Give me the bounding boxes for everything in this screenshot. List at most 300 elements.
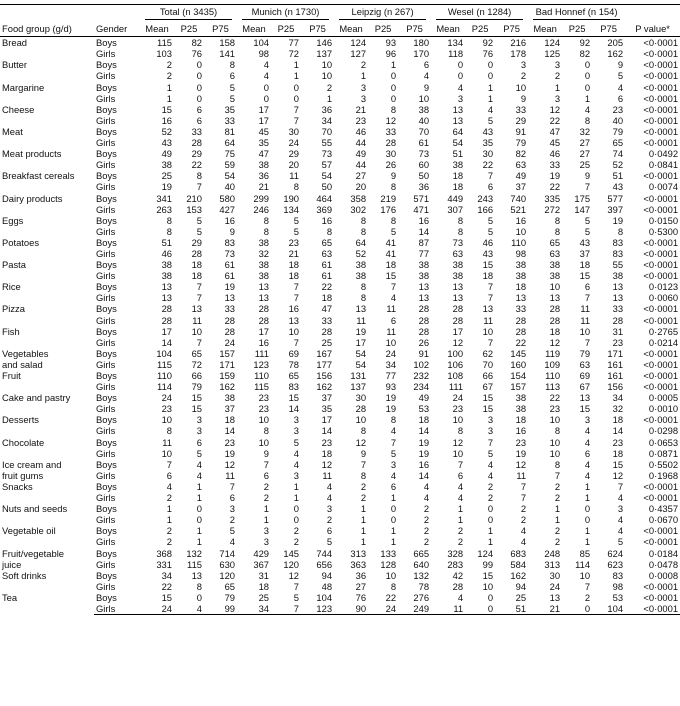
p-value-cell: 0·0005 xyxy=(648,392,679,404)
value-cell: 54 xyxy=(321,170,333,182)
value-cell: 59 xyxy=(224,159,236,171)
value-cell: 14 xyxy=(321,425,333,437)
gender-cell: Boys xyxy=(96,148,117,160)
food-group-cell: Meat products xyxy=(2,148,62,160)
value-cell: 55 xyxy=(612,259,624,271)
value-cell: 28 xyxy=(385,137,397,149)
value-cell: 180 xyxy=(413,37,430,49)
food-group-cell: Fish xyxy=(2,325,20,337)
value-cell: 40 xyxy=(418,114,430,126)
value-cell: 307 xyxy=(447,203,464,215)
value-cell: 8 xyxy=(360,281,367,293)
value-cell: 28 xyxy=(191,247,202,259)
value-cell: 19 xyxy=(515,447,527,459)
value-cell: 23 xyxy=(321,436,333,448)
value-cell: 73 xyxy=(224,247,236,259)
value-cell: 38 xyxy=(452,159,464,171)
value-cell: 137 xyxy=(316,48,333,60)
food-group-cell: Pizza xyxy=(2,303,25,315)
value-cell: 134 xyxy=(283,203,300,215)
value-cell: 147 xyxy=(574,203,591,215)
value-cell: 8 xyxy=(196,580,202,592)
value-cell: 79 xyxy=(579,347,591,359)
value-cell: 134 xyxy=(447,37,464,49)
value-cell: 5 xyxy=(229,525,236,537)
gender-cell: Boys xyxy=(96,103,117,115)
value-cell: 5 xyxy=(196,214,202,226)
value-cell: 2 xyxy=(554,525,561,537)
value-cell: 624 xyxy=(607,547,624,559)
value-cell: 577 xyxy=(607,192,624,204)
value-cell: 38 xyxy=(515,259,527,271)
value-cell: 43 xyxy=(482,125,494,137)
value-cell: 8 xyxy=(554,458,561,470)
value-cell: 16 xyxy=(258,336,270,348)
p-value-cell: 0·0008 xyxy=(648,569,679,581)
value-cell: 76 xyxy=(191,48,202,60)
value-cell: 69 xyxy=(579,370,591,381)
value-cell: 12 xyxy=(612,469,624,481)
value-cell: 2 xyxy=(423,536,430,548)
value-cell: 19 xyxy=(355,325,367,337)
value-cell: 100 xyxy=(447,347,464,359)
value-cell: 640 xyxy=(413,558,430,570)
p-value-cell: <0·0001 xyxy=(643,370,679,381)
gender-cell: Girls xyxy=(96,314,116,326)
gender-cell: Boys xyxy=(96,325,117,337)
table-row xyxy=(0,536,680,547)
value-cell: 28 xyxy=(161,303,172,315)
value-cell: 14 xyxy=(224,425,236,437)
value-cell: 132 xyxy=(413,569,430,581)
gender-cell: Girls xyxy=(96,558,116,570)
value-cell: 63 xyxy=(515,159,527,171)
value-cell: 249 xyxy=(398,603,431,615)
value-cell: 18 xyxy=(452,170,464,182)
value-cell: 7 xyxy=(196,292,202,304)
p-value-cell: <0·0001 xyxy=(643,381,679,393)
table-body xyxy=(0,37,680,615)
value-cell: 52 xyxy=(355,247,367,259)
value-cell: 22 xyxy=(321,281,333,293)
value-cell: 61 xyxy=(224,270,236,282)
food-group-cell: Dairy products xyxy=(2,192,63,204)
value-cell: 38 xyxy=(355,270,367,282)
value-cell: 90 xyxy=(334,603,368,615)
value-cell: 18 xyxy=(452,181,464,193)
value-cell: 61 xyxy=(321,270,333,282)
value-cell: 108 xyxy=(447,370,464,381)
value-cell: 7 xyxy=(584,292,591,304)
table-row xyxy=(0,392,680,403)
value-cell: 44 xyxy=(355,159,367,171)
food-group-cell: Vegetable oil xyxy=(2,525,56,537)
value-cell: 3 xyxy=(390,458,397,470)
value-cell: 1 xyxy=(584,492,591,504)
value-cell: 123 xyxy=(253,358,270,370)
gender-cell: Girls xyxy=(96,270,116,282)
value-cell: 156 xyxy=(607,381,624,393)
value-cell: 115 xyxy=(157,358,172,370)
value-cell: 27 xyxy=(355,170,367,182)
value-cell: 2 xyxy=(520,503,527,515)
value-cell: 5 xyxy=(293,214,300,226)
value-cell: 4 xyxy=(263,70,270,82)
value-cell: 11 xyxy=(192,314,202,326)
value-cell: 2 xyxy=(554,492,561,504)
value-cell: 5 xyxy=(293,436,300,448)
gender-cell: Boys xyxy=(96,214,117,226)
value-cell: 132 xyxy=(186,547,202,559)
value-cell: 92 xyxy=(482,37,494,49)
value-cell: 13 xyxy=(579,392,591,404)
value-cell: 45 xyxy=(549,137,561,149)
value-cell: 7 xyxy=(617,480,624,492)
table-row xyxy=(0,381,680,392)
stat-header: P75 xyxy=(204,22,237,37)
p-value-cell: <0·0001 xyxy=(643,48,679,60)
value-cell: 27 xyxy=(579,137,591,149)
value-cell: 83 xyxy=(612,569,624,581)
value-cell: 38 xyxy=(515,403,527,415)
value-cell: 11 xyxy=(289,170,300,182)
value-cell: 98 xyxy=(612,580,624,592)
value-cell: 3 xyxy=(326,503,333,515)
value-cell: 38 xyxy=(161,270,172,282)
value-cell: 8 xyxy=(360,225,367,237)
food-group-cell: Bread xyxy=(2,37,28,49)
value-cell: 2 xyxy=(423,525,430,537)
value-cell: 63 xyxy=(321,247,333,259)
value-cell: 5 xyxy=(487,214,494,226)
value-cell: 28 xyxy=(549,303,561,315)
value-cell: 16 xyxy=(515,214,527,226)
value-cell: 302 xyxy=(350,203,367,215)
value-cell: 8 xyxy=(360,469,367,481)
value-cell: 665 xyxy=(413,547,430,559)
p-value-cell: <0·0001 xyxy=(643,480,679,492)
value-cell: 13 xyxy=(515,292,527,304)
value-cell: 243 xyxy=(477,192,494,204)
value-cell: 73 xyxy=(321,148,333,160)
value-cell: 0 xyxy=(487,503,494,515)
value-cell: 0 xyxy=(584,81,591,93)
value-cell: 33 xyxy=(224,114,236,126)
value-cell: 11 xyxy=(431,603,465,615)
value-cell: 4 xyxy=(487,469,494,481)
value-cell: 23 xyxy=(258,403,270,415)
value-cell: 17 xyxy=(452,325,464,337)
table-row xyxy=(0,570,680,581)
gender-cell: Boys xyxy=(96,236,117,248)
value-cell: 8 xyxy=(360,425,367,437)
value-cell: 18 xyxy=(418,414,430,426)
value-cell: 26 xyxy=(418,336,430,348)
p-value-cell: 0·0478 xyxy=(648,558,679,570)
value-cell: 145 xyxy=(283,547,300,559)
value-cell: 12 xyxy=(385,114,397,126)
value-cell: 1 xyxy=(166,514,172,526)
value-cell: 29 xyxy=(191,236,202,248)
value-cell: 2 xyxy=(360,480,367,492)
value-cell: 19 xyxy=(612,214,624,226)
stat-header: Mean xyxy=(431,22,465,37)
value-cell: 16 xyxy=(161,114,172,126)
stat-header-row xyxy=(0,22,680,37)
value-cell: 19 xyxy=(385,392,397,404)
value-cell: 24 xyxy=(140,603,174,615)
value-cell: 6 xyxy=(423,59,430,71)
value-cell: 106 xyxy=(447,358,464,370)
value-cell: 0 xyxy=(487,591,494,603)
p-value-cell: 0·0214 xyxy=(648,336,679,348)
value-cell: 6 xyxy=(390,314,397,326)
value-cell: 8 xyxy=(293,181,300,193)
food-group-cell: Vegetables and salad xyxy=(2,347,49,370)
gender-cell: Boys xyxy=(96,436,117,448)
value-cell: 157 xyxy=(510,381,527,393)
value-cell: 2 xyxy=(326,81,333,93)
value-cell: 0 xyxy=(584,59,591,71)
food-group-cell: Rice xyxy=(2,281,21,293)
value-cell: 12 xyxy=(549,336,561,348)
value-cell: 464 xyxy=(316,192,333,204)
value-cell: 24 xyxy=(549,580,561,592)
value-cell: 3 xyxy=(584,414,591,426)
value-cell: 8 xyxy=(617,225,624,237)
value-cell: 75 xyxy=(224,148,236,160)
value-cell: 38 xyxy=(161,259,172,271)
value-cell: 11 xyxy=(516,469,527,481)
value-cell: 115 xyxy=(254,381,270,393)
gender-cell: Boys xyxy=(96,347,117,359)
food-group-cell: Potatoes xyxy=(2,236,40,248)
value-cell: 15 xyxy=(482,403,494,415)
value-cell: 714 xyxy=(219,547,236,559)
value-cell: 13 xyxy=(224,292,236,304)
p-value-cell: 0·0670 xyxy=(648,514,679,526)
value-cell: 171 xyxy=(607,347,624,359)
value-cell: 10 xyxy=(482,580,494,592)
value-cell: 23 xyxy=(452,403,464,415)
value-cell: 740 xyxy=(510,192,527,204)
value-cell: 158 xyxy=(219,37,236,49)
value-cell: 6 xyxy=(457,469,464,481)
value-cell: 3 xyxy=(520,59,527,71)
value-cell: 7 xyxy=(584,580,591,592)
value-cell: 246 xyxy=(253,203,270,215)
value-cell: 46 xyxy=(549,148,561,160)
value-cell: 4 xyxy=(196,469,202,481)
value-cell: 18 xyxy=(191,270,202,282)
table-row xyxy=(0,104,680,115)
p-value-cell: <0·0001 xyxy=(643,358,679,370)
value-cell: 48 xyxy=(321,580,333,592)
table-row xyxy=(0,503,680,514)
value-cell: 43 xyxy=(579,236,591,248)
value-cell: 1 xyxy=(293,492,300,504)
value-cell: 34 xyxy=(161,569,172,581)
value-cell: 10 xyxy=(258,436,270,448)
value-cell: 3 xyxy=(293,469,300,481)
value-cell: 9 xyxy=(263,447,270,459)
gender-cell: Girls xyxy=(96,358,116,370)
value-cell: 8 xyxy=(390,103,397,115)
value-cell: 2 xyxy=(166,536,172,548)
gender-cell: Girls xyxy=(96,92,116,104)
value-cell: 10 xyxy=(515,81,527,93)
value-cell: 4 xyxy=(520,525,527,537)
value-cell: 7 xyxy=(584,181,591,193)
value-cell: 54 xyxy=(224,170,236,182)
value-cell: 22 xyxy=(482,159,494,171)
table-row xyxy=(0,259,680,270)
value-cell: 0 xyxy=(487,59,494,71)
value-cell: 11 xyxy=(225,469,236,481)
value-cell: 5 xyxy=(229,81,236,93)
value-cell: 15 xyxy=(482,569,494,581)
table-row xyxy=(0,548,680,559)
value-cell: 51 xyxy=(161,236,172,248)
value-cell: 18 xyxy=(224,414,236,426)
value-cell: 32 xyxy=(612,403,624,415)
value-cell: 10 xyxy=(161,447,172,459)
value-cell: 15 xyxy=(385,270,397,282)
value-cell: 16 xyxy=(321,214,333,226)
value-cell: 2 xyxy=(166,525,172,537)
value-cell: 123 xyxy=(301,603,334,615)
p-value-cell: 0·5502 xyxy=(648,458,679,470)
value-cell: 8 xyxy=(584,114,591,126)
value-cell: 8 xyxy=(166,214,172,226)
value-cell: 38 xyxy=(418,103,430,115)
value-cell: 79 xyxy=(224,591,236,603)
value-cell: 36 xyxy=(418,181,430,193)
value-cell: 6 xyxy=(584,281,591,293)
value-cell: 37 xyxy=(321,392,333,404)
value-cell: 4 xyxy=(263,59,270,71)
value-cell: 1 xyxy=(360,514,367,526)
value-cell: 18 xyxy=(515,281,527,293)
value-cell: 7 xyxy=(390,281,397,293)
p-value-cell: <0·0001 xyxy=(643,37,679,49)
value-cell: 65 xyxy=(224,580,236,592)
value-cell: 38 xyxy=(161,159,172,171)
p-value-cell: <0·0001 xyxy=(643,70,679,82)
value-cell: 16 xyxy=(288,303,300,315)
gender-cell: Boys xyxy=(96,81,117,93)
table-row xyxy=(0,448,680,459)
value-cell: 1 xyxy=(293,480,300,492)
value-cell: 4 xyxy=(617,81,624,93)
value-cell: 50 xyxy=(321,181,333,193)
value-cell: 2 xyxy=(229,514,236,526)
value-cell: 33 xyxy=(612,303,624,315)
food-group-cell: Ice cream and fruit gums xyxy=(2,458,62,481)
value-cell: 8 xyxy=(360,214,367,226)
food-group-cell: Chocolate xyxy=(2,436,45,448)
value-cell: 2 xyxy=(166,59,172,71)
value-cell: 0 xyxy=(196,514,202,526)
gender-cell: Girls xyxy=(96,536,116,548)
p-value-cell: 0·5300 xyxy=(648,225,679,237)
value-cell: 3 xyxy=(196,414,202,426)
value-cell: 12 xyxy=(224,458,236,470)
value-cell: 54 xyxy=(355,347,367,359)
value-cell: 12 xyxy=(288,569,300,581)
food-group-cell: Nuts and seeds xyxy=(2,503,68,515)
gender-cell: Girls xyxy=(96,447,116,459)
value-cell: 94 xyxy=(321,569,333,581)
gender-cell: Girls xyxy=(96,203,116,215)
stat-header: P25 xyxy=(562,22,592,37)
gender-cell: Girls xyxy=(96,225,116,237)
value-cell: 52 xyxy=(612,159,624,171)
p-value-cell: 0·0841 xyxy=(648,159,679,171)
value-cell: 15 xyxy=(579,270,591,282)
value-cell: 63 xyxy=(579,358,591,370)
value-cell: 115 xyxy=(157,37,172,49)
value-cell: 3 xyxy=(554,92,561,104)
value-cell: 23 xyxy=(549,403,561,415)
value-cell: 14 xyxy=(418,469,430,481)
value-cell: 114 xyxy=(157,381,172,393)
value-cell: 5 xyxy=(617,70,624,82)
value-cell: 2 xyxy=(584,591,591,603)
value-cell: 2 xyxy=(520,514,527,526)
value-cell: 16 xyxy=(418,458,430,470)
gender-cell: Girls xyxy=(96,70,116,82)
value-cell: 2 xyxy=(457,525,464,537)
value-cell: 6 xyxy=(487,181,494,193)
value-cell: 2 xyxy=(554,536,561,548)
value-cell: 15 xyxy=(161,103,172,115)
value-cell: 23 xyxy=(612,336,624,348)
value-cell: 33 xyxy=(191,125,202,137)
value-cell: 14 xyxy=(612,425,624,437)
value-cell: 77 xyxy=(418,247,430,259)
table-row xyxy=(0,414,680,425)
value-cell: 232 xyxy=(413,370,430,381)
value-cell: 6 xyxy=(196,436,202,448)
value-cell: 111 xyxy=(448,381,464,393)
value-cell: 43 xyxy=(482,247,494,259)
value-cell: 45 xyxy=(258,125,270,137)
gender-cell: Girls xyxy=(96,247,116,259)
value-cell: 1 xyxy=(196,525,202,537)
value-cell: 19 xyxy=(224,281,236,293)
value-cell: 23 xyxy=(161,403,172,415)
value-cell: 7 xyxy=(293,114,300,126)
value-cell: 1 xyxy=(457,503,464,515)
value-cell: 15 xyxy=(191,392,202,404)
value-cell: 4 xyxy=(326,492,333,504)
value-cell: 190 xyxy=(283,192,300,204)
value-cell: 53 xyxy=(612,591,624,603)
value-cell: 0 xyxy=(390,503,397,515)
value-cell: 1 xyxy=(263,503,270,515)
value-cell: 9 xyxy=(390,170,397,182)
value-cell: 5 xyxy=(584,214,591,226)
value-cell: 28 xyxy=(258,314,270,326)
value-cell: 133 xyxy=(380,547,397,559)
value-cell: 7 xyxy=(487,292,494,304)
value-cell: 5 xyxy=(293,591,300,603)
value-cell: 77 xyxy=(385,370,397,381)
value-cell: 47 xyxy=(549,125,561,137)
value-cell: 43 xyxy=(161,137,172,149)
value-cell: 120 xyxy=(219,569,236,581)
